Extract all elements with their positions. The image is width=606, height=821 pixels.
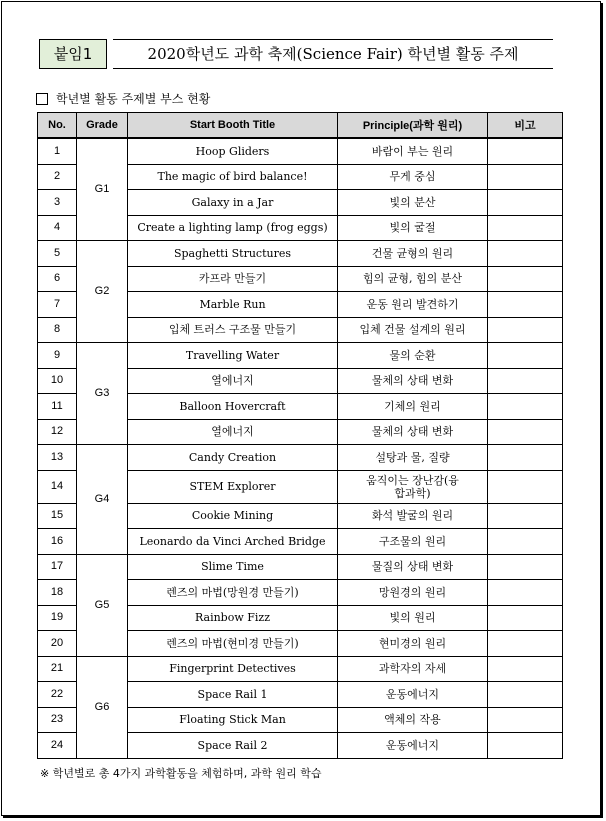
footnote: ※ 학년별로 총 4가지 과학활동을 체험하며, 과학 원리 학습 bbox=[40, 767, 322, 780]
row-number: 1 bbox=[38, 138, 77, 164]
booth-title: 열에너지 bbox=[128, 419, 338, 445]
booth-title: Create a lighting lamp (frog eggs) bbox=[128, 215, 338, 241]
table-row bbox=[38, 138, 563, 164]
checkbox-square-icon bbox=[36, 93, 48, 105]
booth-title: 입체 트러스 구조물 만들기 bbox=[128, 317, 338, 343]
row-number: 8 bbox=[38, 317, 77, 343]
remarks-cell bbox=[488, 394, 563, 420]
row-number: 15 bbox=[38, 503, 77, 529]
row-number: 14 bbox=[38, 470, 77, 503]
booth-title: Rainbow Fizz bbox=[128, 605, 338, 631]
science-principle: 과학자의 자세 bbox=[338, 656, 488, 682]
row-number: 13 bbox=[38, 445, 77, 471]
remarks-cell bbox=[488, 138, 563, 164]
science-principle: 물의 순환 bbox=[338, 343, 488, 369]
table-header-row bbox=[38, 113, 563, 139]
science-principle: 힘의 균형, 힘의 분산 bbox=[338, 266, 488, 292]
booth-title: Galaxy in a Jar bbox=[128, 190, 338, 216]
booth-title: 렌즈의 마법(망원경 만들기) bbox=[128, 580, 338, 606]
row-number: 7 bbox=[38, 292, 77, 318]
science-principle: 설탕과 물, 질량 bbox=[338, 445, 488, 471]
remarks-cell bbox=[488, 215, 563, 241]
row-number: 16 bbox=[38, 529, 77, 555]
grade-cell: G2 bbox=[77, 241, 128, 343]
booth-title: Leonardo da Vinci Arched Bridge bbox=[128, 529, 338, 555]
table-body bbox=[38, 138, 563, 758]
remarks-cell bbox=[488, 707, 563, 733]
column-header-no: No. bbox=[38, 113, 77, 139]
row-number: 6 bbox=[38, 266, 77, 292]
row-number: 2 bbox=[38, 164, 77, 190]
row-number: 23 bbox=[38, 707, 77, 733]
remarks-cell bbox=[488, 368, 563, 394]
remarks-cell bbox=[488, 343, 563, 369]
booth-title: Slime Time bbox=[128, 554, 338, 580]
science-principle: 구조물의 원리 bbox=[338, 529, 488, 555]
science-principle: 건물 균형의 원리 bbox=[338, 241, 488, 267]
science-principle: 망원경의 원리 bbox=[338, 580, 488, 606]
booth-title: Hoop Gliders bbox=[128, 138, 338, 164]
science-principle: 현미경의 원리 bbox=[338, 631, 488, 657]
science-principle: 화석 발굴의 원리 bbox=[338, 503, 488, 529]
remarks-cell bbox=[488, 554, 563, 580]
section-heading bbox=[36, 91, 210, 107]
science-principle: 빛의 분산 bbox=[338, 190, 488, 216]
booth-title: Fingerprint Detectives bbox=[128, 656, 338, 682]
grade-cell: G6 bbox=[77, 656, 128, 758]
booth-title: Marble Run bbox=[128, 292, 338, 318]
science-principle: 무게 중심 bbox=[338, 164, 488, 190]
row-number: 17 bbox=[38, 554, 77, 580]
column-header-principle: Principle(과학 원리) bbox=[338, 113, 488, 139]
remarks-cell bbox=[488, 470, 563, 503]
document-header bbox=[39, 39, 553, 69]
remarks-cell bbox=[488, 292, 563, 318]
booth-title: Balloon Hovercraft bbox=[128, 394, 338, 420]
column-header-remarks: 비고 bbox=[488, 113, 563, 139]
remarks-cell bbox=[488, 503, 563, 529]
table-row bbox=[38, 554, 563, 580]
grade-cell: G3 bbox=[77, 343, 128, 445]
science-principle: 물질의 상태 변화 bbox=[338, 554, 488, 580]
grade-cell: G4 bbox=[77, 445, 128, 555]
science-principle: 입체 건물 설계의 원리 bbox=[338, 317, 488, 343]
booth-title: Space Rail 1 bbox=[128, 682, 338, 708]
booth-title: STEM Explorer bbox=[128, 470, 338, 503]
row-number: 4 bbox=[38, 215, 77, 241]
remarks-cell bbox=[488, 682, 563, 708]
science-principle: 움직이는 장난감(융합과학) bbox=[338, 470, 488, 503]
row-number: 22 bbox=[38, 682, 77, 708]
booth-title: Spaghetti Structures bbox=[128, 241, 338, 267]
booth-title: Cookie Mining bbox=[128, 503, 338, 529]
science-principle: 운동에너지 bbox=[338, 682, 488, 708]
row-number: 20 bbox=[38, 631, 77, 657]
remarks-cell bbox=[488, 656, 563, 682]
remarks-cell bbox=[488, 419, 563, 445]
booth-title: Floating Stick Man bbox=[128, 707, 338, 733]
science-principle: 기체의 원리 bbox=[338, 394, 488, 420]
grade-cell: G5 bbox=[77, 554, 128, 656]
science-principle: 빛의 원리 bbox=[338, 605, 488, 631]
science-principle: 운동에너지 bbox=[338, 733, 488, 759]
booth-title: 열에너지 bbox=[128, 368, 338, 394]
remarks-cell bbox=[488, 190, 563, 216]
row-number: 24 bbox=[38, 733, 77, 759]
table-row bbox=[38, 343, 563, 369]
remarks-cell bbox=[488, 580, 563, 606]
booth-title: The magic of bird balance! bbox=[128, 164, 338, 190]
row-number: 10 bbox=[38, 368, 77, 394]
attachment-badge: 붙임1 bbox=[39, 39, 107, 69]
remarks-cell bbox=[488, 317, 563, 343]
booth-title: 카프라 만들기 bbox=[128, 266, 338, 292]
remarks-cell bbox=[488, 266, 563, 292]
remarks-cell bbox=[488, 445, 563, 471]
row-number: 19 bbox=[38, 605, 77, 631]
science-principle: 운동 원리 발견하기 bbox=[338, 292, 488, 318]
row-number: 21 bbox=[38, 656, 77, 682]
science-principle: 바람이 부는 원리 bbox=[338, 138, 488, 164]
column-header-grade: Grade bbox=[77, 113, 128, 139]
booth-title: 렌즈의 마법(현미경 만들기) bbox=[128, 631, 338, 657]
grade-cell: G1 bbox=[77, 138, 128, 241]
remarks-cell bbox=[488, 241, 563, 267]
remarks-cell bbox=[488, 631, 563, 657]
booth-title: Space Rail 2 bbox=[128, 733, 338, 759]
booth-title: Travelling Water bbox=[128, 343, 338, 369]
table-row bbox=[38, 241, 563, 267]
booth-table bbox=[37, 112, 563, 759]
row-number: 3 bbox=[38, 190, 77, 216]
row-number: 5 bbox=[38, 241, 77, 267]
remarks-cell bbox=[488, 164, 563, 190]
row-number: 11 bbox=[38, 394, 77, 420]
remarks-cell bbox=[488, 733, 563, 759]
row-number: 18 bbox=[38, 580, 77, 606]
table-row bbox=[38, 445, 563, 471]
science-principle: 물체의 상태 변화 bbox=[338, 368, 488, 394]
table-row bbox=[38, 656, 563, 682]
section-title: 학년별 활동 주제별 부스 현황 bbox=[56, 92, 211, 106]
row-number: 9 bbox=[38, 343, 77, 369]
column-header-title: Start Booth Title bbox=[128, 113, 338, 139]
science-principle: 물체의 상태 변화 bbox=[338, 419, 488, 445]
booth-title: Candy Creation bbox=[128, 445, 338, 471]
page-title: 2020학년도 과학 축제(Science Fair) 학년별 활동 주제 bbox=[113, 39, 553, 69]
remarks-cell bbox=[488, 605, 563, 631]
row-number: 12 bbox=[38, 419, 77, 445]
remarks-cell bbox=[488, 529, 563, 555]
science-principle: 빛의 굴절 bbox=[338, 215, 488, 241]
science-principle: 액체의 작용 bbox=[338, 707, 488, 733]
